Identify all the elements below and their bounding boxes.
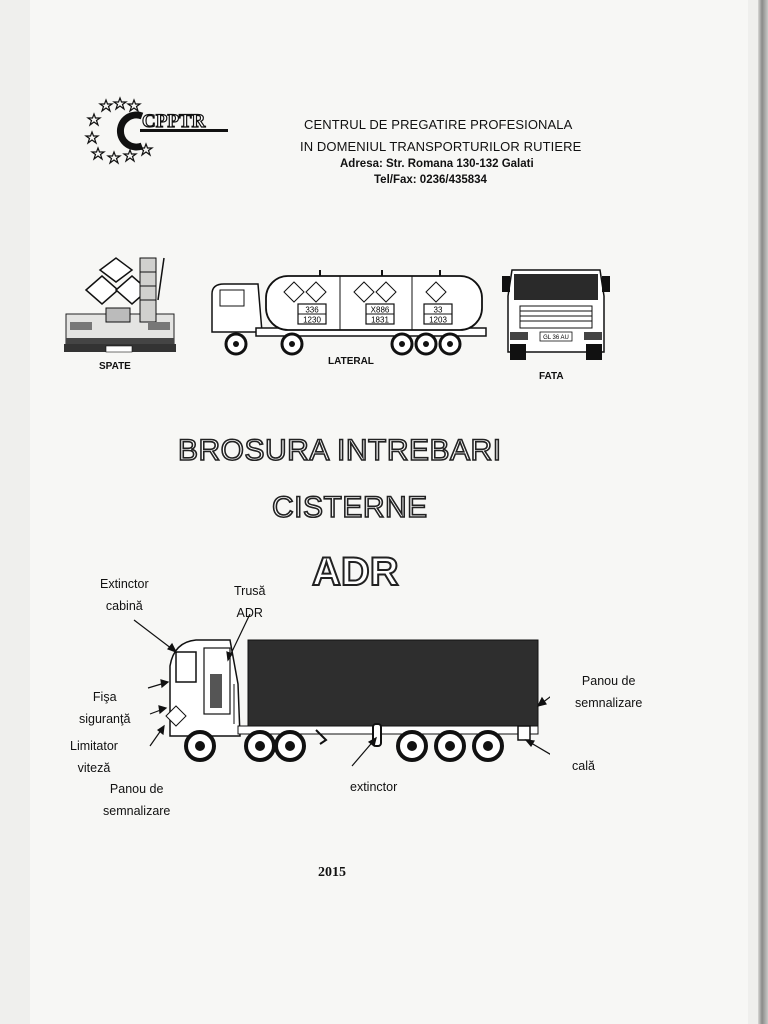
label-text: semnalizare [575,696,643,710]
org-name-line2: IN DOMENIUL TRANSPORTURILOR RUTIERE [300,139,582,154]
caption-lateral: LATERAL [328,356,374,367]
label-trusa-adr [234,580,266,624]
rear-view-illustration [60,252,180,358]
publication-year: 2015 [318,865,346,880]
title-adr: ADR [312,550,399,594]
tank-hazard-number: 336 [305,305,319,315]
front-view-truck [500,256,612,362]
label-text: Panou de [581,674,636,688]
title-line-2: CISTERNE [272,491,428,524]
logo-text: CPPTR [142,111,206,132]
page-edge-shadow [758,0,768,1024]
license-plate: GL 36 AU [543,335,569,341]
tank-un-number: 1230 [303,315,321,325]
label-text: Trusă [234,584,266,598]
label-text: ADR [236,606,263,620]
label-text: viteză [77,761,111,775]
label-text: cabină [105,599,143,613]
label-text: Panou de [109,782,164,796]
truck-equipment-diagram [130,614,550,774]
tank-hazard-number: X886 [370,305,390,315]
caption-spate: SPATE [99,361,131,372]
label-text: Extinctor [100,577,149,591]
label-panou-spate [575,670,642,714]
label-limitator-viteza [70,735,118,779]
label-extinctor-cabina [100,573,149,617]
label-extinctor: extinctor [350,780,398,794]
tank-un-number: 1203 [429,315,447,325]
org-phone: Tel/Fax: 0236/435834 [374,174,487,186]
side-view-tanker [206,262,490,362]
caption-fata: FATA [539,371,564,382]
label-text: semnalizare [103,804,171,818]
cpptr-logo [84,96,230,166]
label-text: Limitator [70,739,118,753]
tank-hazard-number: 33 [433,305,443,315]
label-text: Fişa [92,690,117,704]
wheel-chock-icon [518,726,530,740]
org-name-line1: CENTRUL DE PREGATIRE PROFESIONALA [304,117,573,132]
label-text: siguranţă [79,712,131,726]
org-address: Adresa: Str. Romana 130-132 Galati [340,158,534,170]
label-fisa-siguranta [79,686,130,730]
label-cala: cală [572,759,595,773]
label-panou-fata [103,778,170,822]
title-line-1: BROSURA INTREBARI [178,434,502,467]
tank-un-number: 1831 [371,315,389,325]
